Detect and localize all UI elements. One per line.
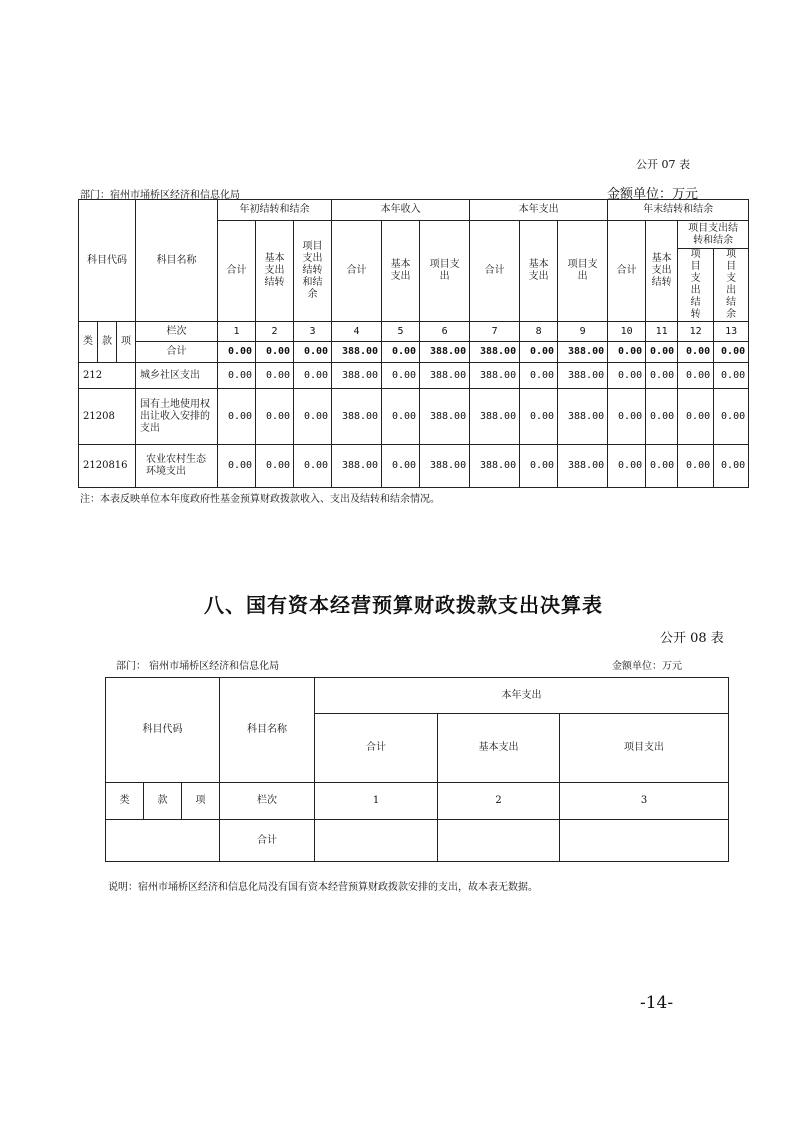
row-cell: 388.00 xyxy=(470,445,520,488)
row-code: 2120816 xyxy=(79,445,136,488)
row-cell: 388.00 xyxy=(332,445,382,488)
header-begin-project: 项目支出结转和结余 xyxy=(294,221,332,322)
header-subject-name: 科目名称 xyxy=(136,200,218,322)
row-cell: 388.00 xyxy=(558,445,608,488)
col-number: 1 xyxy=(218,322,256,342)
header-end-project-sub: 项目支出结转和结余 xyxy=(678,221,749,249)
total-cell: 0.00 xyxy=(608,342,646,363)
header-end-group: 年末结转和结余 xyxy=(608,200,749,221)
t8-header-total: 合计 xyxy=(315,714,438,783)
t8-total-cell xyxy=(315,820,438,862)
row-cell: 0.00 xyxy=(520,445,558,488)
t8-col-number: 1 xyxy=(315,783,438,820)
t8-header-kuan: 款 xyxy=(144,783,182,820)
total-cell: 0.00 xyxy=(714,342,749,363)
row-cell: 0.00 xyxy=(608,445,646,488)
header-begin-group: 年初结转和结余 xyxy=(218,200,332,221)
t8-header-lanci: 栏次 xyxy=(220,783,315,820)
row-cell: 0.00 xyxy=(646,389,678,445)
header-income-total: 合计 xyxy=(332,221,382,322)
t8-total-cell xyxy=(438,820,560,862)
row-cell: 0.00 xyxy=(714,445,749,488)
col-number: 2 xyxy=(256,322,294,342)
t8-total-code xyxy=(106,820,220,862)
t8-header-lei: 类 xyxy=(106,783,144,820)
header-end-basic: 基本支出结转 xyxy=(646,221,678,322)
col-number: 3 xyxy=(294,322,332,342)
row-cell: 0.00 xyxy=(678,363,714,389)
row-cell: 0.00 xyxy=(714,389,749,445)
total-cell: 388.00 xyxy=(470,342,520,363)
col-number: 9 xyxy=(558,322,608,342)
row-name: 城乡社区支出 xyxy=(136,363,218,389)
row-cell: 388.00 xyxy=(420,445,470,488)
total-cell: 0.00 xyxy=(382,342,420,363)
row-cell: 0.00 xyxy=(218,389,256,445)
table7 xyxy=(78,199,749,488)
row-cell: 0.00 xyxy=(382,389,420,445)
row-cell: 388.00 xyxy=(420,363,470,389)
row-cell: 0.00 xyxy=(382,363,420,389)
header-xiang: 项 xyxy=(117,322,136,363)
header-lanci: 栏次 xyxy=(136,322,218,342)
table8-dept: 部门： 宿州市埇桥区经济和信息化局 xyxy=(116,661,280,672)
row-cell: 388.00 xyxy=(420,389,470,445)
t8-header-basic: 基本支出 xyxy=(438,714,560,783)
table8-code: 公开 08 表 xyxy=(660,631,724,646)
row-cell: 0.00 xyxy=(714,363,749,389)
row-cell: 388.00 xyxy=(332,363,382,389)
row-cell: 0.00 xyxy=(294,389,332,445)
col-number: 13 xyxy=(714,322,749,342)
total-cell: 388.00 xyxy=(558,342,608,363)
header-expense-group: 本年支出 xyxy=(470,200,608,221)
total-cell: 388.00 xyxy=(420,342,470,363)
row-code: 21208 xyxy=(79,389,136,445)
col-number: 6 xyxy=(420,322,470,342)
total-cell: 0.00 xyxy=(678,342,714,363)
t8-total-cell xyxy=(560,820,729,862)
row-cell: 0.00 xyxy=(382,445,420,488)
row-cell: 0.00 xyxy=(678,389,714,445)
t8-header-xiang: 项 xyxy=(182,783,220,820)
header-end-total: 合计 xyxy=(608,221,646,322)
row-cell: 0.00 xyxy=(678,445,714,488)
total-cell: 0.00 xyxy=(294,342,332,363)
header-expense-total: 合计 xyxy=(470,221,520,322)
total-label: 合计 xyxy=(136,342,218,363)
row-cell: 388.00 xyxy=(558,389,608,445)
t8-total-label: 合计 xyxy=(220,820,315,862)
row-cell: 0.00 xyxy=(608,389,646,445)
header-income-group: 本年收入 xyxy=(332,200,470,221)
row-cell: 0.00 xyxy=(294,363,332,389)
header-kuan: 款 xyxy=(98,322,117,363)
row-name: 国有土地使用权出让收入安排的支出 xyxy=(136,389,218,445)
row-cell: 0.00 xyxy=(646,363,678,389)
t8-header-project: 项目支出 xyxy=(560,714,729,783)
col-number: 8 xyxy=(520,322,558,342)
table8-note: 说明：宿州市埇桥区经济和信息化局没有国有资本经营预算财政拨款安排的支出，故本表无数据。 xyxy=(108,882,538,893)
header-income-project: 项目支出 xyxy=(420,221,470,322)
row-cell: 0.00 xyxy=(520,389,558,445)
total-cell: 388.00 xyxy=(332,342,382,363)
table7-dept: 部门：宿州市埇桥区经济和信息化局 xyxy=(80,190,240,201)
row-cell: 0.00 xyxy=(256,445,294,488)
table7-code: 公开 07 表 xyxy=(636,158,690,171)
table8 xyxy=(105,677,729,862)
row-cell: 0.00 xyxy=(608,363,646,389)
header-end-project-balance: 项目支出结余 xyxy=(714,249,749,322)
row-cell: 0.00 xyxy=(294,445,332,488)
row-code: 212 xyxy=(79,363,136,389)
row-cell: 388.00 xyxy=(470,389,520,445)
col-number: 5 xyxy=(382,322,420,342)
total-cell: 0.00 xyxy=(520,342,558,363)
header-subject-code: 科目代码 xyxy=(79,200,136,322)
header-income-basic: 基本支出 xyxy=(382,221,420,322)
header-begin-basic: 基本支出结转 xyxy=(256,221,294,322)
table8-title: 八、国有资本经营预算财政拨款支出决算表 xyxy=(204,593,603,617)
header-expense-basic: 基本支出 xyxy=(520,221,558,322)
page-number: -14- xyxy=(640,993,674,1013)
table7-note: 注：本表反映单位本年度政府性基金预算财政拨款收入、支出及结转和结余情况。 xyxy=(80,494,440,505)
row-cell: 388.00 xyxy=(332,389,382,445)
col-number: 7 xyxy=(470,322,520,342)
row-cell: 0.00 xyxy=(218,363,256,389)
row-name: 农业农村生态环境支出 xyxy=(136,445,218,488)
header-expense-project: 项目支出 xyxy=(558,221,608,322)
row-cell: 0.00 xyxy=(256,363,294,389)
total-cell: 0.00 xyxy=(218,342,256,363)
header-lei: 类 xyxy=(79,322,98,363)
col-number: 4 xyxy=(332,322,382,342)
row-cell: 0.00 xyxy=(520,363,558,389)
t8-col-number: 3 xyxy=(560,783,729,820)
row-cell: 0.00 xyxy=(646,445,678,488)
header-end-project-carry: 项目支出结转 xyxy=(678,249,714,322)
t8-col-number: 2 xyxy=(438,783,560,820)
row-cell: 388.00 xyxy=(558,363,608,389)
row-cell: 0.00 xyxy=(218,445,256,488)
total-cell: 0.00 xyxy=(256,342,294,363)
table8-unit: 金额单位：万元 xyxy=(612,661,682,672)
row-cell: 388.00 xyxy=(470,363,520,389)
col-number: 10 xyxy=(608,322,646,342)
row-cell: 0.00 xyxy=(256,389,294,445)
col-number: 12 xyxy=(678,322,714,342)
header-begin-total: 合计 xyxy=(218,221,256,322)
table7-unit: 金额单位：万元 xyxy=(607,187,699,202)
t8-header-subject-name: 科目名称 xyxy=(220,678,315,783)
col-number: 11 xyxy=(646,322,678,342)
t8-header-subject-code: 科目代码 xyxy=(106,678,220,783)
t8-header-expense-group: 本年支出 xyxy=(315,678,729,714)
total-cell: 0.00 xyxy=(646,342,678,363)
